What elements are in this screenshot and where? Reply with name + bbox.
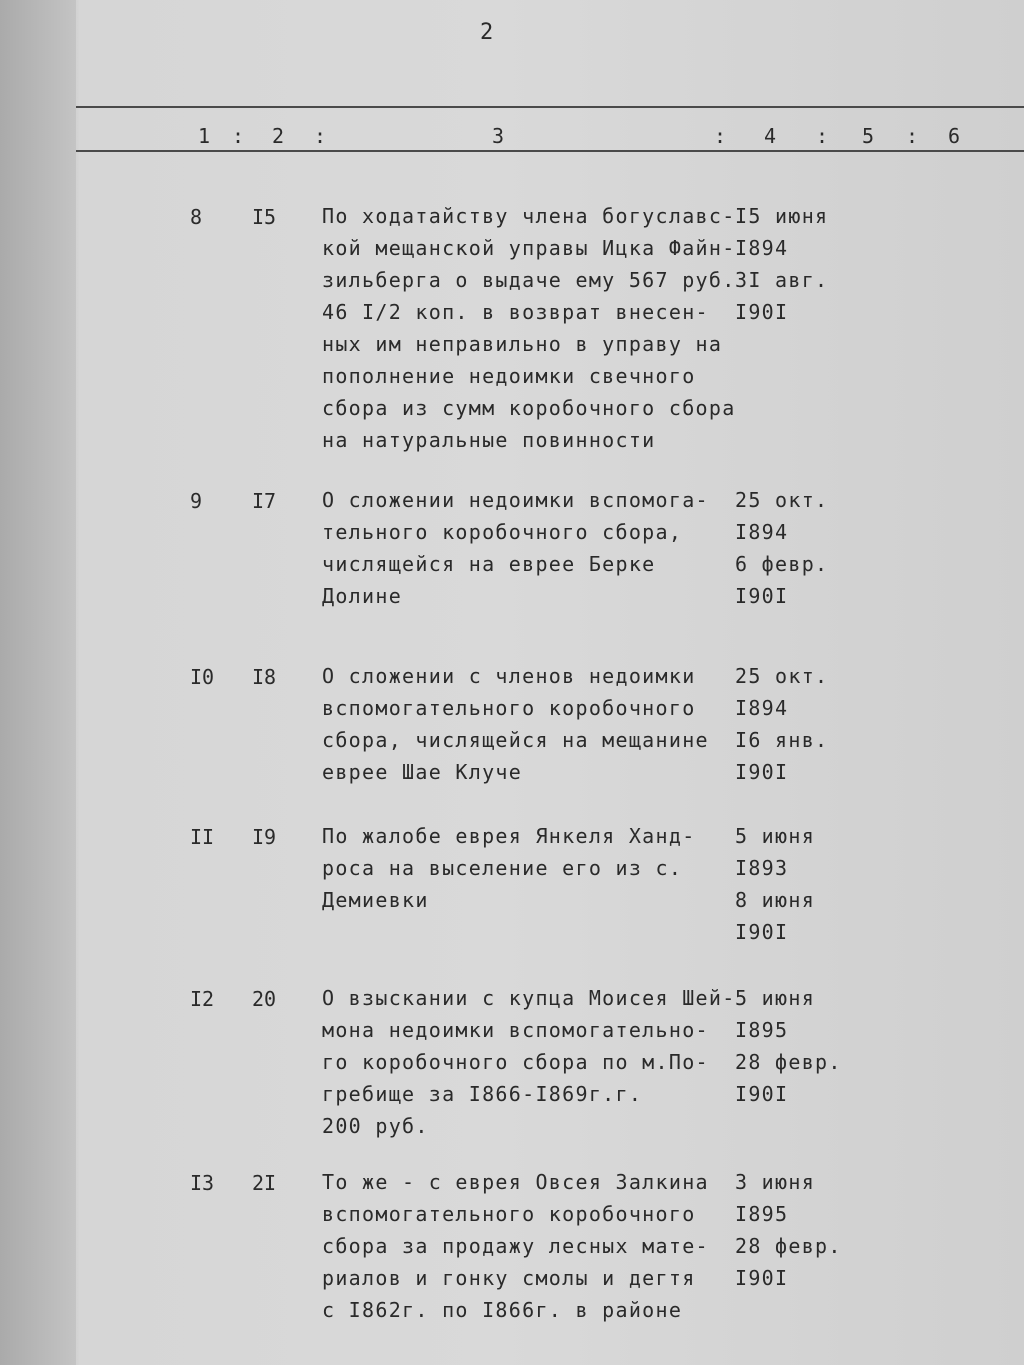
entry-description	[322, 820, 696, 916]
entry-number: 8	[190, 205, 203, 229]
date-line: I90I	[735, 760, 789, 784]
description-line: Долине	[322, 584, 403, 608]
header-bottom-rule	[76, 150, 1024, 152]
entry-dates	[735, 820, 815, 948]
description-line: зильберга о выдаче ему 567 руб.	[322, 268, 736, 292]
date-line: I6 янв.	[735, 728, 829, 752]
description-line: вспомогательного коробочного	[322, 696, 696, 720]
date-line: I5 июня	[735, 204, 829, 228]
description-line: ных им неправильно в управу на	[322, 332, 723, 356]
col-header-1: 1	[198, 124, 211, 148]
description-line: О сложении недоимки вспомога-	[322, 488, 709, 512]
description-line: сбора за продажу лесных мате-	[322, 1234, 709, 1258]
item-number: I5	[252, 205, 277, 229]
item-number: I8	[252, 665, 277, 689]
date-line: I895	[735, 1018, 789, 1042]
description-line: роса на выселение его из с.	[322, 856, 683, 880]
entry-dates	[735, 660, 828, 788]
col-header-3: 3	[492, 124, 505, 148]
description-line: риалов и гонку смолы и дегтя	[322, 1266, 696, 1290]
date-line: 5 июня	[735, 824, 816, 848]
date-line: I894	[735, 696, 789, 720]
date-line: 8 июня	[735, 888, 816, 912]
entry-description	[322, 660, 709, 788]
description-line: вспомогательного коробочного	[322, 1202, 696, 1226]
description-line: О взыскании с купца Моисея Шей-	[322, 986, 736, 1010]
date-line: I893	[735, 856, 789, 880]
description-line: 46 I/2 коп. в возврат внесен-	[322, 300, 709, 324]
date-line: I90I	[735, 1266, 789, 1290]
entry-description	[322, 200, 736, 456]
description-line: с I862г. по I866г. в районе	[322, 1298, 683, 1322]
entry-number: II	[190, 825, 215, 849]
date-line: 25 окт.	[735, 488, 829, 512]
col-header-5: 5	[862, 124, 875, 148]
date-line: 25 окт.	[735, 664, 829, 688]
col-sep: :	[314, 124, 327, 148]
description-line: тельного коробочного сбора,	[322, 520, 683, 544]
description-line: О сложении с членов недоимки	[322, 664, 696, 688]
col-header-2: 2	[272, 124, 285, 148]
item-number: 2I	[252, 1171, 277, 1195]
col-header-6: 6	[948, 124, 961, 148]
description-line: го коробочного сбора по м.По-	[322, 1050, 709, 1074]
description-line: на натуральные повинности	[322, 428, 656, 452]
description-line: сбора из сумм коробочного сбора	[322, 396, 736, 420]
entry-description	[322, 1166, 709, 1326]
col-sep: :	[906, 124, 919, 148]
date-line: I90I	[735, 920, 789, 944]
description-line: еврее Шае Клуче	[322, 760, 523, 784]
description-line: То же - с еврея Овсея Залкина	[322, 1170, 709, 1194]
date-line: 6 февр.	[735, 552, 829, 576]
description-line: кой мещанской управы Ицка Файн-	[322, 236, 736, 260]
date-line: I895	[735, 1202, 789, 1226]
description-line: гребище за I866-I869г.г.	[322, 1082, 643, 1106]
item-number: 20	[252, 987, 277, 1011]
date-line: 28 февр.	[735, 1050, 842, 1074]
entry-number: I2	[190, 987, 215, 1011]
date-line: I90I	[735, 1082, 789, 1106]
col-sep: :	[232, 124, 245, 148]
description-line: 200 руб.	[322, 1114, 429, 1138]
description-line: мона недоимки вспомогательно-	[322, 1018, 709, 1042]
entry-dates	[735, 1166, 842, 1294]
description-line: Демиевки	[322, 888, 429, 912]
entry-description	[322, 982, 736, 1142]
date-line: 3 июня	[735, 1170, 816, 1194]
date-line: I894	[735, 236, 789, 260]
description-line: По жалобе еврея Янкеля Ханд-	[322, 824, 696, 848]
col-header-4: 4	[764, 124, 777, 148]
description-line: числящейся на еврее Берке	[322, 552, 656, 576]
entry-dates	[735, 982, 842, 1110]
col-sep: :	[816, 124, 829, 148]
page-edge	[0, 0, 76, 1365]
col-sep: :	[714, 124, 727, 148]
date-line: I90I	[735, 584, 789, 608]
description-line: сбора, числящейся на мещанине	[322, 728, 709, 752]
entry-number: I3	[190, 1171, 215, 1195]
date-line: 5 июня	[735, 986, 816, 1010]
header-top-rule	[76, 106, 1024, 108]
date-line: I894	[735, 520, 789, 544]
date-line: 3I авг.	[735, 268, 829, 292]
entry-dates	[735, 200, 828, 328]
description-line: По ходатайству члена богуславс-	[322, 204, 736, 228]
entry-number: 9	[190, 489, 203, 513]
entry-description	[322, 484, 709, 612]
date-line: I90I	[735, 300, 789, 324]
date-line: 28 февр.	[735, 1234, 842, 1258]
page-number: 2	[480, 20, 494, 45]
item-number: I7	[252, 489, 277, 513]
entry-number: I0	[190, 665, 215, 689]
description-line: пополнение недоимки свечного	[322, 364, 696, 388]
entry-dates	[735, 484, 828, 612]
item-number: I9	[252, 825, 277, 849]
